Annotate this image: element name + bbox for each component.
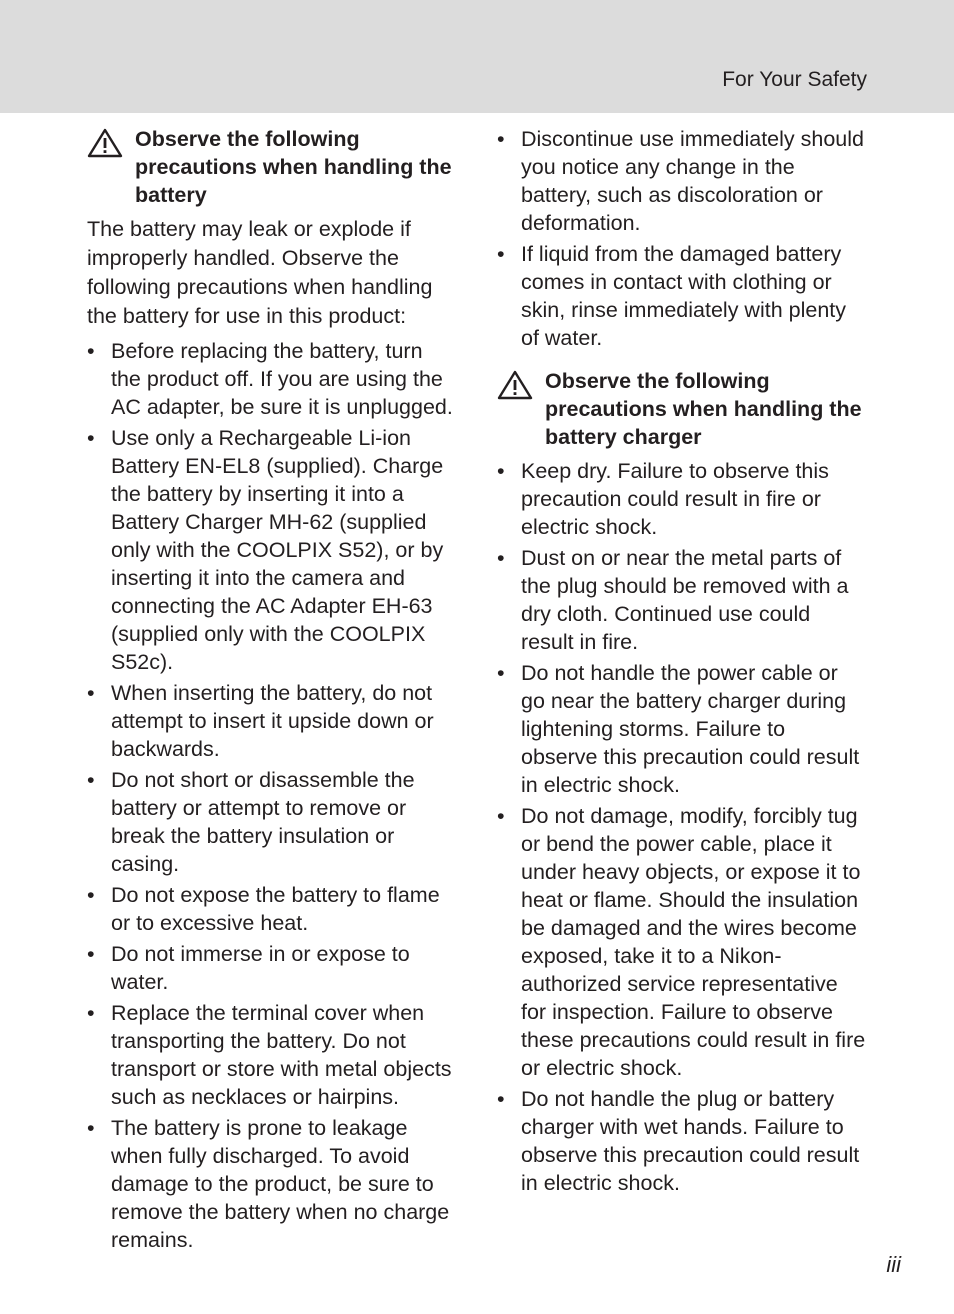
list-item [497,125,867,237]
bullet-dot: • [497,242,505,266]
bullet-dot: • [497,1087,505,1111]
list-item-text: Do not handle the power cable or go near the battery charger during lightening storms. Failure to observe this precaution could result in electric shock. [521,661,860,797]
list-item-text: If liquid from the damaged battery comes in contact with clothing or skin, rinse immediately with plenty of water. [521,242,847,350]
bullet-dot: • [497,546,505,570]
list-item [87,679,455,763]
list-item [497,457,867,541]
header-title: For Your Safety [722,68,867,91]
list-item-text: Replace the terminal cover when transporting the battery. Do not transport or store with metal objects such as necklaces or hairpins. [111,1001,452,1109]
bullet-dot: • [497,127,505,151]
bullet-dot: • [87,339,95,363]
battery-warning-title: Observe the following precautions when handling the battery [135,127,452,207]
list-item [87,424,455,676]
list-item-text: When inserting the battery, do not attempt to insert it upside down or backwards. [111,681,434,761]
charger-precautions-list [497,457,867,1197]
bullet-dot: • [87,883,95,907]
bullet-dot: • [87,681,95,705]
bullet-dot: • [497,804,505,828]
list-item-text: Do not short or disassemble the battery or attempt to remove or break the battery insulation or casing. [111,768,415,876]
list-item-text: Do not expose the battery to flame or to excessive heat. [111,883,440,935]
battery-intro-text: The battery may leak or explode if improperly handled. Observe the following precautions when handling the battery for use in this product: [87,217,433,328]
bullet-dot: • [497,459,505,483]
list-item-text: Use only a Rechargeable Li-ion Battery EN-EL8 (supplied). Charge the battery by inserting it into a Battery Charger MH-62 (supplied only with the COOLPIX S52), or by inserting it into the camera and connecting the AC Adapter EH-63 (supplied only with the COOLPIX S52c). [111,426,444,674]
battery-warning-heading [87,125,455,209]
list-item [87,337,455,421]
bullet-dot: • [87,1001,95,1025]
list-item-text: Discontinue use immediately should you notice any change in the battery, such as discoloration or deformation. [521,127,864,235]
list-item [87,940,455,996]
warning-triangle-icon [87,128,123,158]
left-column [87,125,455,1257]
list-item [497,544,867,656]
list-item-text: Dust on or near the metal parts of the plug should be removed with a dry cloth. Continued use could result in fire. [521,546,849,654]
header-band [0,0,954,113]
list-item [87,1114,455,1254]
bullet-dot: • [87,942,95,966]
warning-triangle-icon [497,370,533,400]
list-item [497,659,867,799]
list-item-text: Before replacing the battery, turn the product off. If you are using the AC adapter, be sure it is unplugged. [111,339,453,419]
list-item [497,240,867,352]
list-item [497,802,867,1082]
list-item [497,1085,867,1197]
list-item-text: Keep dry. Failure to observe this precaution could result in fire or electric shock. [521,459,829,539]
bullet-dot: • [87,768,95,792]
battery-precautions-continued-list [497,125,867,352]
charger-warning-title: Observe the following precautions when handling the battery charger [545,369,862,449]
list-item [87,766,455,878]
list-item-text: The battery is prone to leakage when fully discharged. To avoid damage to the product, be sure to remove the battery when no charge remains. [111,1116,450,1252]
page-number: iii [886,1252,901,1277]
section-spacer [497,355,867,367]
bullet-dot: • [497,661,505,685]
list-item-text: Do not handle the plug or battery charger with wet hands. Failure to observe this precaution could result in electric shock. [521,1087,860,1195]
list-item [87,999,455,1111]
bullet-dot: • [87,426,95,450]
right-column [497,125,867,1200]
list-item-text: Do not immerse in or expose to water. [111,942,410,994]
bullet-dot: • [87,1116,95,1140]
battery-precautions-list [87,337,455,1254]
list-item [87,881,455,937]
charger-warning-heading [497,367,867,451]
list-item-text: Do not damage, modify, forcibly tug or bend the power cable, place it under heavy objects, or expose it to heat or flame. Should the insulation be damaged and the wires become exposed, take it to a Nikon-authorized service representative for inspection. Failure to observe these precautions could result in fire or electric shock. [521,804,866,1080]
